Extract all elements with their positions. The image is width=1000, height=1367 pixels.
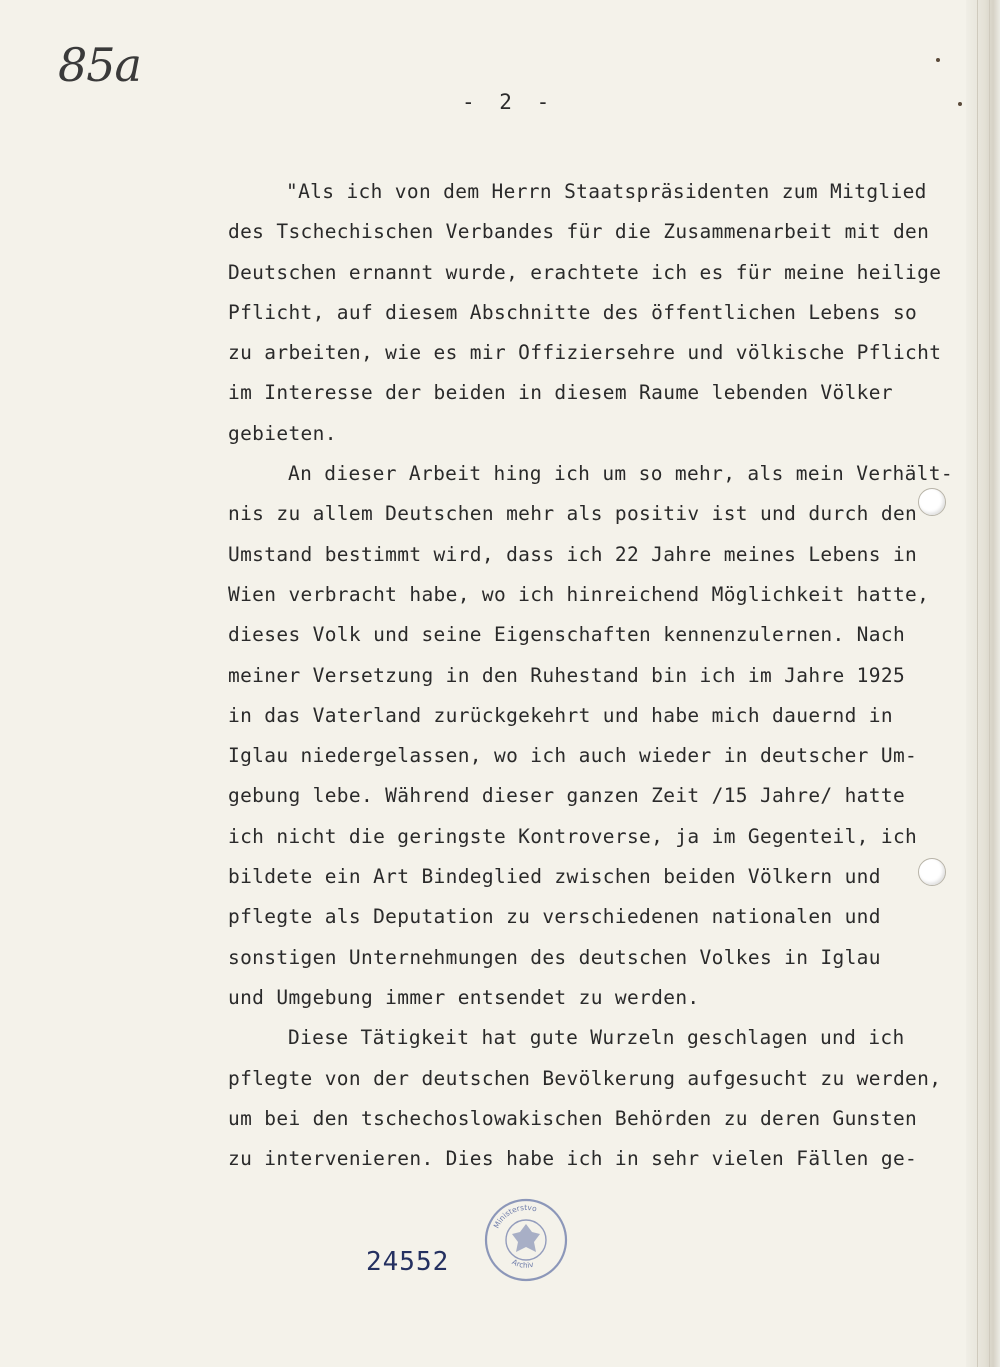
punch-hole bbox=[918, 858, 946, 886]
archive-number: 24552 bbox=[366, 1247, 450, 1277]
archive-stamp bbox=[482, 1196, 570, 1284]
text-line: Deutschen ernannt wurde, erachtete ich es für meine heilige bbox=[228, 260, 942, 284]
text-line: nis zu allem Deutschen mehr als positiv ist und durch den bbox=[228, 502, 918, 526]
page-edge-shadow bbox=[966, 0, 1000, 1367]
archive-stamp-seal bbox=[482, 1196, 570, 1284]
text-line: im Interesse der beiden in diesem Raume lebenden Völker bbox=[228, 381, 893, 405]
text-line: gebieten. bbox=[228, 421, 337, 445]
text-line: Iglau niedergelassen, wo ich auch wieder in deutscher Um- bbox=[228, 744, 918, 768]
paper-speck bbox=[936, 58, 940, 62]
text-line: zu intervenieren. Dies habe ich in sehr vielen Fällen ge- bbox=[228, 1147, 918, 1171]
page-edge-line bbox=[977, 0, 978, 1367]
text-line: An dieser Arbeit hing ich um so mehr, als mein Verhält- bbox=[288, 462, 953, 486]
text-line: Wien verbracht habe, wo ich hinreichend Möglichkeit hatte, bbox=[228, 582, 930, 606]
svg-text:Ministerstvo bbox=[492, 1203, 538, 1230]
text-line: Pflicht, auf diesem Abschnitte des öffentlichen Lebens so bbox=[228, 300, 918, 324]
text-line: und Umgebung immer entsendet zu werden. bbox=[228, 985, 700, 1009]
text-line: zu arbeiten, wie es mir Offiziersehre und völkische Pflicht bbox=[228, 341, 942, 365]
text-line: um bei den tschechoslowakischen Behörden zu deren Gunsten bbox=[228, 1106, 918, 1130]
text-line: sonstigen Unternehmungen des deutschen Volkes in Iglau bbox=[228, 945, 881, 969]
text-line: Umstand bestimmt wird, dass ich 22 Jahre meines Lebens in bbox=[228, 542, 918, 566]
text-line: Diese Tätigkeit hat gute Wurzeln geschlagen und ich bbox=[288, 1026, 905, 1050]
text-line: in das Vaterland zurückgekehrt und habe mich dauernd in bbox=[228, 703, 893, 727]
text-line: ich nicht die geringste Kontroverse, ja im Gegenteil, ich bbox=[228, 824, 918, 848]
text-line: pflegte von der deutschen Bevölkerung aufgesucht zu werden, bbox=[228, 1066, 942, 1090]
text-line: gebung lebe. Während dieser ganzen Zeit /15 Jahre/ hatte bbox=[228, 784, 906, 808]
text-line: meiner Versetzung in den Ruhestand bin ich im Jahre 1925 bbox=[228, 663, 906, 687]
stamp-text-bottom: Archiv bbox=[510, 1257, 535, 1270]
punch-hole bbox=[918, 488, 946, 516]
page-number: - 2 - bbox=[462, 90, 556, 114]
handwritten-folio-mark: 85a bbox=[58, 38, 141, 92]
text-line: des Tschechischen Verbandes für die Zusammenarbeit mit den bbox=[228, 220, 930, 244]
typed-letter-body bbox=[228, 172, 953, 1179]
text-line: bildete ein Art Bindeglied zwischen beiden Völkern und bbox=[228, 865, 881, 889]
page-edge-line bbox=[989, 0, 990, 1367]
stamp-text-top: Ministerstvo bbox=[491, 1202, 538, 1230]
text-line: pflegte als Deputation zu verschiedenen nationalen und bbox=[228, 905, 881, 929]
paper-speck bbox=[958, 102, 962, 106]
text-line: "Als ich von dem Herrn Staatspräsidenten zum Mitglied bbox=[286, 180, 927, 203]
text-line: dieses Volk und seine Eigenschaften kennenzulernen. Nach bbox=[228, 623, 906, 647]
